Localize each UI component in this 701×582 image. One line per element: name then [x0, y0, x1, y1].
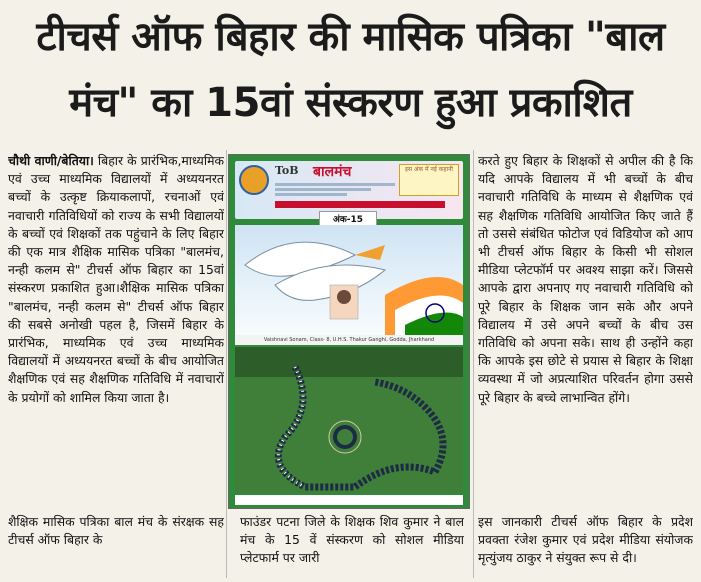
bottom-left-text: शैक्षिक मासिक पत्रिका बाल मंच के संरक्षक सह टीचर्स ऑफ बिहार के — [8, 514, 224, 548]
magazine-cover-image — [228, 154, 470, 509]
cover-small-print — [275, 181, 395, 199]
cover-dove-illustration — [235, 225, 463, 335]
bottom-middle-text: फाउंडर पटना जिले के शिक्षक शिव कुमार ने बाल मंच के 15 वें संस्करण को सोशल मीडिया प्लेटफार्म पर जारी — [240, 514, 464, 566]
dateline: चौथी वाणी/बेतिया। — [8, 153, 94, 168]
cover-magazine-name: बालमंच — [313, 164, 352, 180]
students-formation-icon — [235, 347, 463, 493]
headline-line-2: मंच" का 15वां संस्करण हुआ प्रकाशित — [69, 80, 632, 126]
column-divider — [473, 150, 474, 578]
cover-footer — [235, 495, 463, 505]
article-right-column — [478, 152, 693, 512]
cover-issue-label: अंक-15 — [319, 211, 377, 229]
right-column-text: करते हुए बिहार के शिक्षकों से अपील की है कि यदि आपके विद्यालय में भी बच्चों के बीच नवाचारी गतिविधि के माध्यम से शैक्षणिक एवं सह शैक्षणिक गतिविधि आयोजित किए जाते हैं तो उससे संबंधित फोटोज एवं विडियोज को आप भी टीचर्स ऑफ बिहार के किसी भी सोशल मीडिया प्लेटफॉर्म पर अवश्य साझा करें। जिससे आपके द्वारा अपनाए गए नवाचारी गतिविधि को पूरे बिहार के शिक्षक जान सके और अपने विद्यालय में उसे अपने बच्चों के बीच उस गतिविधि को अपना सके। साथ ही उन्होंने कहा कि आपके इस छोटे से प्रयास से बिहार के शिक्षा व्यवस्था में जो अप्रत्याशित परिवर्तन होगा उससे पूरे बिहार के बच्चे लाभान्वित होंगे। — [478, 153, 693, 405]
left-column-text: बिहार के प्रारंभिक,माध्यमिक एवं उच्च माध्यमिक विद्यालयों में अध्ययनरत बच्चों के उत्कृष्ट क्रियाकलापों, रचनाओं एवं नवाचारी गतिविधियों को राज्य के सभी विद्यालयों के बच्चों एवं शिक्षकों तक पहुंचाने के लिए बिहार की एक मात्र शैक्षिक मासिक पत्रिका "बालमंच, नन्ही कलम से" टीचर्स ऑफ बिहार का 15वां संस्करण प्रकाशित हुआ।शैक्षिक मासिक पत्रिका "बालमंच, नन्ही कलम से" टीचर्स ऑफ बिहार की सबसे अनोखी पहल है, जिसमें बिहार के प्रारंभिक, माध्यमिक एवं उच्च माध्यमिक विद्यालयों में अध्ययनरत बच्चों के बीच आयोजित शैक्षणिक एवं सह शैक्षणिक गतिविधि में नवाचारों के प्रयोगों को शामिल किया जाता है। — [8, 153, 224, 405]
bottom-right-text: इस जानकारी टीचर्स ऑफ बिहार के प्रदेश प्रवक्ता रंजेश कुमार एवं प्रदेश मीडिया संयोजक मृत्युंजय ठाकुर ने संयुक्त रूप से दी। — [478, 514, 693, 566]
cover-brand: ToB — [275, 164, 299, 177]
cover-red-bar — [275, 201, 445, 208]
dove-and-flag-icon — [235, 225, 463, 335]
tob-logo-icon — [239, 165, 269, 195]
headline-line-1: टीचर्स ऑफ बिहार की मासिक पत्रिका "बाल — [36, 14, 665, 60]
column-divider — [226, 150, 227, 578]
cover-badge: इस अंक में नई कहानी — [399, 164, 459, 196]
cover-caption: Vaishnavi Sonam, Class- 8, U.H.S. Thakur Ganghi, Godda, Jharkhand — [235, 335, 463, 345]
article-left-column — [8, 152, 224, 512]
cover-photo-students — [235, 347, 463, 493]
headline — [8, 4, 693, 146]
